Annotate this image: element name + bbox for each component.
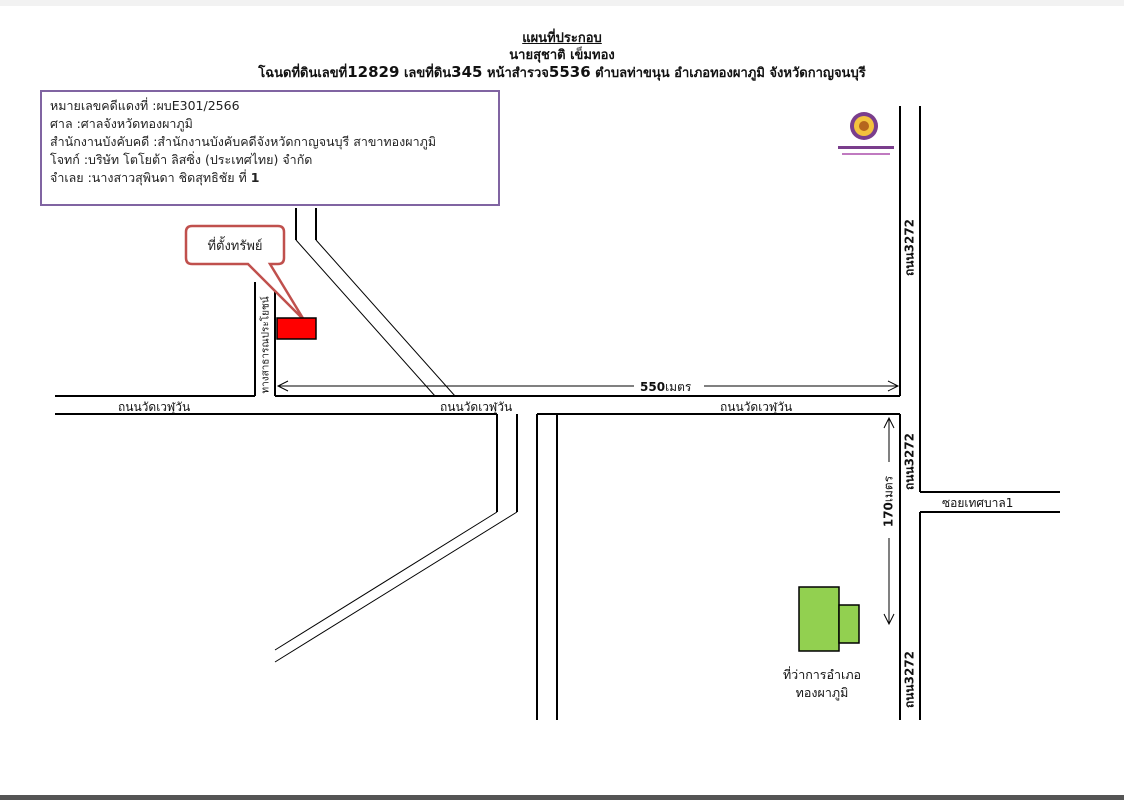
court-name: ศาล :ศาลจังหวัดทองผาภูมิ — [50, 116, 193, 131]
survey-page-label: หน้าสำรวจ — [482, 66, 549, 81]
road-line — [316, 240, 455, 396]
property-marker — [277, 318, 316, 339]
property-location-label: ที่ตั้งทรัพย์ — [207, 238, 263, 254]
enforcement-office: สำนักงานบังคับคดี :สำนักงานบังคับคดีจังหวัดกาญจนบุรี สาขาทองผาภูมิ — [50, 134, 437, 149]
district-office-label — [766, 666, 878, 702]
road-label-wat-weluwan: ถนนวัดเวฬุวัน — [720, 400, 793, 414]
plaintiff: โจทก์ :บริษัท โตโยต้า ลิสซิ่ง (ประเทศไทย) จำกัด — [50, 152, 313, 167]
distance-170-unit: เมตร — [881, 475, 896, 503]
location-text: ตำบลท่าขนุน อำเภอทองผาภูมิ จังหวัดกาญจนบุรี — [590, 66, 866, 81]
distance-arrow-550 — [278, 381, 898, 391]
road-label-wat-weluwan: ถนนวัดเวฬุวัน — [440, 400, 513, 414]
defendant — [50, 169, 490, 187]
deed-number: 12829 — [347, 63, 400, 81]
district-office-label-line1: ที่ว่าการอำเภอ — [782, 667, 862, 682]
distance-label-170 — [880, 467, 899, 537]
distance-170-value: 170 — [881, 502, 896, 528]
defendant-number: 1 — [250, 170, 260, 185]
owner-name: นายสุชาติ เข็มทอง — [509, 48, 615, 63]
road-label-wat-weluwan: ถนนวัดเวฬุวัน — [118, 400, 191, 414]
road-label-3272: ถนน3272 — [902, 432, 917, 491]
defendant-name: จำเลย :นางสาวสุพินดา ชิดสุทธิชัย ที่ — [50, 170, 251, 185]
road-label-3272: ถนน3272 — [902, 650, 917, 709]
road-line — [275, 512, 497, 650]
district-office-label-line2: ทองผาภูมิ — [795, 685, 849, 700]
road-label-3272: ถนน3272 — [902, 218, 917, 277]
land-number: 345 — [451, 63, 483, 81]
authority-logo — [836, 110, 896, 166]
road-label-public-way: ทางสาธารณประโยชน์ — [260, 296, 272, 394]
survey-page-number: 5536 — [548, 63, 591, 81]
case-info-box — [40, 90, 500, 206]
distance-label-550 — [640, 378, 691, 397]
deed-label: โฉนดที่ดินเลขที่ — [258, 66, 348, 81]
district-office-annex — [839, 605, 859, 643]
map-title: แผนที่ประกอบ — [522, 31, 602, 46]
bottom-bar — [0, 795, 1124, 800]
road-line — [296, 240, 435, 396]
authority-logo-icon — [836, 110, 896, 166]
road-label-soi-tesaban: ซอยเทศบาล1 — [942, 496, 1014, 510]
case-number: หมายเลขคดีแดงที่ :ผบE301/2566 — [50, 98, 240, 113]
distance-550-value: 550 — [640, 380, 666, 394]
road-line — [275, 512, 517, 662]
distance-550-unit: เมตร — [665, 380, 692, 394]
district-office-building — [799, 587, 839, 651]
land-no-label: เลขที่ดิน — [399, 66, 452, 81]
